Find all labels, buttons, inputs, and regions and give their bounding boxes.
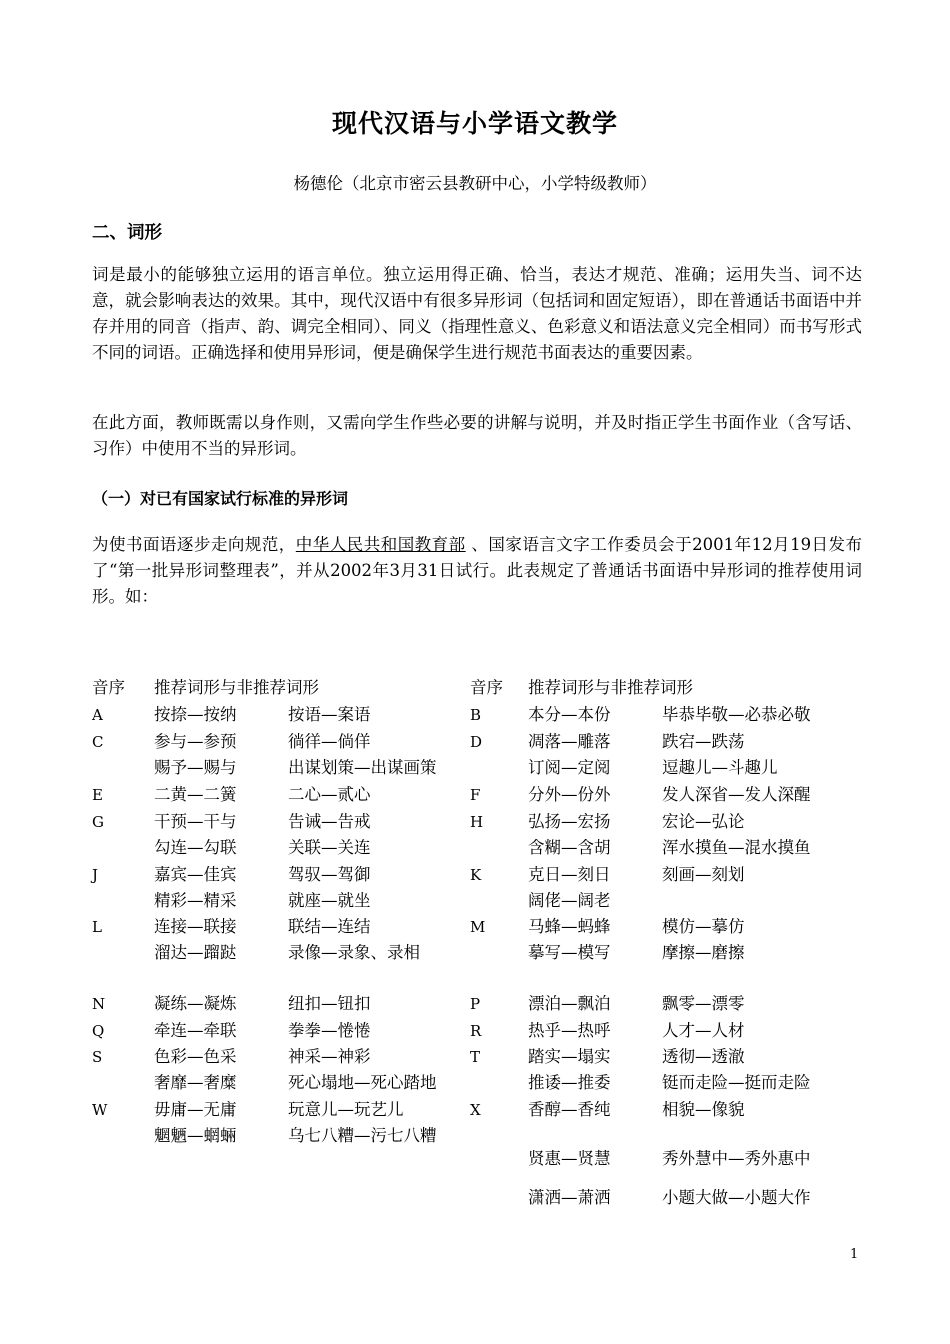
row-left-pair-1: 凝练—凝炼 bbox=[154, 994, 237, 1013]
row-left-pair-2: 关联—关连 bbox=[288, 838, 371, 857]
row-left-letter: S bbox=[92, 1048, 103, 1066]
row-left-pair-2: 徜徉—倘佯 bbox=[288, 732, 371, 751]
row-left-pair-2: 出谋划策—出谋画策 bbox=[288, 758, 437, 777]
row-right-pair-1: 阔佬—阔老 bbox=[528, 891, 611, 910]
row-left-pair-2: 告诫—告戒 bbox=[288, 812, 371, 831]
row-left-pair-1: 毋庸—无庸 bbox=[154, 1100, 237, 1119]
row-right-pair-2: 宏论—弘论 bbox=[662, 812, 745, 831]
row-right-pair-1: 推诿—推委 bbox=[528, 1073, 611, 1092]
row-right-pair-1: 含糊—含胡 bbox=[528, 838, 611, 857]
row-right-pair-2: 发人深省—发人深醒 bbox=[662, 785, 811, 804]
paragraph-teacher-role: 在此方面，教师既需以身作则，又需向学生作些必要的讲解与说明，并及时指正学生书面作业（含写话、习作）中使用不当的异形词。 bbox=[92, 413, 862, 458]
row-left-letter: Q bbox=[92, 1022, 105, 1040]
header-left-forms: 推荐词形与非推荐词形 bbox=[154, 678, 319, 697]
row-right-pair-1: 香醇—香纯 bbox=[528, 1100, 611, 1119]
row-left-letter: C bbox=[92, 733, 104, 751]
row-left-pair-2: 就座—就坐 bbox=[288, 891, 371, 910]
row-right-pair-1: 踏实—塌实 bbox=[528, 1047, 611, 1066]
row-right-pair-1: 摹写—模写 bbox=[528, 943, 611, 962]
row-left-letter: G bbox=[92, 813, 104, 831]
ministry-link[interactable]: 中华人民共和国教育部 bbox=[295, 535, 466, 554]
row-right-pair-1: 潇洒—萧洒 bbox=[528, 1188, 611, 1207]
row-right-pair-2: 摩擦—磨擦 bbox=[662, 943, 745, 962]
row-right-pair-1: 分外—份外 bbox=[528, 785, 611, 804]
row-left-pair-2: 按语—案语 bbox=[288, 705, 371, 724]
row-right-pair-2: 透彻—透澈 bbox=[662, 1047, 745, 1066]
row-right-pair-2: 跌宕—跌荡 bbox=[662, 732, 745, 751]
row-right-letter: D bbox=[470, 733, 483, 751]
row-left-pair-1: 赐予—赐与 bbox=[154, 758, 237, 777]
row-right-letter: M bbox=[470, 918, 486, 936]
row-left-letter: L bbox=[92, 918, 102, 936]
row-right-pair-1: 漂泊—飘泊 bbox=[528, 994, 611, 1013]
row-left-pair-2: 录像—录象、录相 bbox=[288, 943, 420, 962]
row-right-letter: H bbox=[470, 813, 484, 831]
row-right-letter: K bbox=[470, 866, 482, 884]
row-left-pair-1: 干预—干与 bbox=[154, 812, 237, 831]
row-left-pair-2: 乌七八糟—污七八糟 bbox=[288, 1126, 437, 1145]
row-left-pair-2: 二心—贰心 bbox=[288, 785, 371, 804]
row-right-pair-1: 本分—本份 bbox=[528, 705, 611, 724]
row-left-pair-1: 牵连—牵联 bbox=[154, 1021, 237, 1040]
row-left-pair-1: 二黄—二簧 bbox=[154, 785, 237, 804]
section-heading: 二、词形 bbox=[92, 223, 162, 243]
header-right-forms: 推荐词形与非推荐词形 bbox=[528, 678, 693, 697]
row-left-pair-1: 嘉宾—佳宾 bbox=[154, 865, 237, 884]
row-left-letter: E bbox=[92, 786, 103, 804]
row-left-pair-1: 魍魉—蝄蜽 bbox=[154, 1126, 237, 1145]
row-left-pair-2: 神采—神彩 bbox=[288, 1047, 371, 1066]
row-left-pair-1: 按捺—按纳 bbox=[154, 705, 237, 724]
row-left-letter: J bbox=[92, 866, 99, 884]
document-title: 现代汉语与小学语文教学 bbox=[331, 109, 618, 138]
row-right-pair-2: 毕恭毕敬—必恭必敬 bbox=[662, 705, 811, 724]
page-number: 1 bbox=[850, 1247, 859, 1262]
row-left-letter: N bbox=[92, 995, 106, 1013]
row-left-pair-2: 驾驭—驾御 bbox=[288, 865, 371, 884]
row-left-letter: W bbox=[92, 1101, 108, 1119]
row-right-pair-2: 刻画—刻划 bbox=[662, 865, 745, 884]
paragraph-intro: 词是最小的能够独立运用的语言单位。独立运用得正确、恰当，表达才规范、准确；运用失当、词不达意，就会影响表达的效果。其中，现代汉语中有很多异形词（包括词和固定短语），即在普通话书面语中并存并用的同音（指声、韵、调完全相同）、同义（指理性意义、色彩意义和语法意义完全相同）而书写形式不同的词语。正确选择和使用异形词，便是确保学生进行规范书面表达的重要因素。 bbox=[92, 265, 862, 362]
row-right-pair-1: 马蜂—蚂蜂 bbox=[528, 917, 611, 936]
row-left-pair-1: 连接—联接 bbox=[154, 917, 237, 936]
row-right-pair-2: 秀外慧中—秀外惠中 bbox=[662, 1149, 811, 1168]
row-right-letter: B bbox=[470, 706, 482, 724]
row-left-pair-1: 精彩—精采 bbox=[154, 891, 237, 910]
row-left-pair-1: 勾连—勾联 bbox=[154, 838, 237, 857]
row-left-letter: A bbox=[92, 706, 103, 724]
row-right-pair-1: 凋落—雕落 bbox=[528, 732, 611, 751]
row-left-pair-2: 死心塌地—死心踏地 bbox=[288, 1073, 437, 1092]
row-left-pair-1: 参与—参预 bbox=[154, 732, 237, 751]
row-right-pair-2: 逗趣儿—斗趣儿 bbox=[662, 758, 778, 777]
row-right-letter: X bbox=[470, 1101, 481, 1119]
row-left-pair-2: 拳拳—惓惓 bbox=[288, 1021, 371, 1040]
row-left-pair-1: 色彩—色采 bbox=[154, 1047, 237, 1066]
row-left-pair-2: 纽扣—钮扣 bbox=[288, 994, 371, 1013]
row-right-letter: T bbox=[470, 1048, 481, 1066]
row-right-letter: P bbox=[470, 995, 481, 1013]
author-line: 杨德伦（北京市密云县教研中心，小学特级教师） bbox=[293, 174, 657, 193]
row-left-pair-1: 奢靡—奢糜 bbox=[154, 1073, 237, 1092]
row-left-pair-1: 溜达—蹓跶 bbox=[154, 943, 237, 962]
paragraph-standard-after: 、国家语言文字工作委员会于2001年12月19日发布了“第一批异形词整理表”，并从2002年3月31日试行。此表规定了普通话书面语中异形词的推荐使用词形。如： bbox=[92, 535, 863, 606]
row-left-pair-2: 联结—连结 bbox=[288, 917, 371, 936]
row-right-pair-1: 贤惠—贤慧 bbox=[528, 1149, 611, 1168]
row-right-pair-2: 飘零—漂零 bbox=[662, 994, 745, 1013]
subsection-heading: （一）对已有国家试行标准的异形词 bbox=[92, 489, 349, 508]
row-right-pair-2: 模仿—摹仿 bbox=[662, 917, 745, 936]
row-right-pair-2: 浑水摸鱼—混水摸鱼 bbox=[662, 838, 811, 857]
row-right-pair-2: 人才—人材 bbox=[662, 1021, 745, 1040]
row-right-pair-1: 弘扬—宏扬 bbox=[528, 812, 611, 831]
row-left-pair-2: 玩意儿—玩艺儿 bbox=[288, 1100, 404, 1119]
row-right-letter: F bbox=[470, 786, 481, 804]
row-right-pair-1: 克日—刻日 bbox=[528, 865, 611, 884]
row-right-pair-2: 铤而走险—挺而走险 bbox=[662, 1073, 811, 1092]
paragraph-standard-before: 为使书面语逐步走向规范， bbox=[92, 535, 296, 554]
row-right-pair-2: 小题大做—小题大作 bbox=[662, 1188, 811, 1207]
row-right-letter: R bbox=[470, 1022, 482, 1040]
row-right-pair-1: 订阅—定阅 bbox=[528, 758, 611, 777]
row-right-pair-1: 热乎—热呼 bbox=[528, 1021, 611, 1040]
header-left-order: 音序 bbox=[92, 678, 125, 697]
row-right-pair-2: 相貌—像貌 bbox=[662, 1100, 745, 1119]
header-right-order: 音序 bbox=[470, 678, 503, 697]
